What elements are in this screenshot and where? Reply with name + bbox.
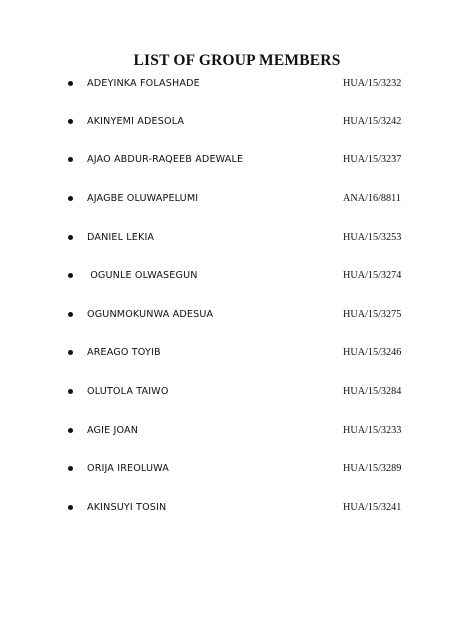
member-id: HUA/15/3246 [343, 347, 402, 358]
list-item [0, 76, 474, 92]
member-id: HUA/15/3232 [343, 78, 402, 89]
list-item [0, 500, 474, 516]
bullet-icon [68, 505, 73, 510]
bullet-icon [68, 273, 73, 278]
member-id: HUA/15/3237 [343, 154, 402, 165]
member-id: HUA/15/3241 [343, 502, 402, 513]
bullet-icon [68, 196, 73, 201]
member-id: HUA/15/3242 [343, 116, 402, 127]
member-name: ADEYINKA FOLASHADE [87, 78, 200, 89]
bullet-icon [68, 428, 73, 433]
list-item [0, 384, 474, 400]
bullet-icon [68, 119, 73, 124]
member-name: OLUTOLA TAIWO [87, 386, 169, 397]
list-item [0, 152, 474, 168]
member-id: HUA/15/3253 [343, 232, 402, 243]
member-name: AREAGO TOYIB [87, 347, 161, 358]
member-name: ORIJA IREOLUWA [87, 463, 169, 474]
member-name: AKINSUYI TOSIN [87, 502, 167, 513]
list-item [0, 268, 474, 284]
bullet-icon [68, 157, 73, 162]
member-id: HUA/15/3275 [343, 309, 402, 320]
member-name: AGIE JOAN [87, 425, 139, 436]
bullet-icon [68, 312, 73, 317]
member-name: OGUNMOKUNWA ADESUA [87, 309, 214, 320]
member-id: HUA/15/3274 [343, 270, 402, 281]
bullet-icon [68, 81, 73, 86]
bullet-icon [68, 350, 73, 355]
list-item [0, 423, 474, 439]
list-item [0, 230, 474, 246]
member-id: ANA/16/8811 [343, 193, 401, 204]
list-item [0, 191, 474, 207]
member-name: DANIEL LEKIA [87, 232, 155, 243]
bullet-icon [68, 466, 73, 471]
bullet-icon [68, 235, 73, 240]
member-id: HUA/15/3284 [343, 386, 402, 397]
list-item [0, 307, 474, 323]
member-name: AJAGBE OLUWAPELUMI [87, 193, 199, 204]
list-item [0, 461, 474, 477]
member-name: OGUNLE OLWASEGUN [87, 270, 198, 281]
bullet-icon [68, 389, 73, 394]
list-item [0, 345, 474, 361]
page-title: LIST OF GROUP MEMBERS [133, 52, 341, 69]
member-id: HUA/15/3289 [343, 463, 402, 474]
member-name: AKINYEMI ADESOLA [87, 116, 185, 127]
member-name: AJAO ABDUR-RAQEEB ADEWALE [87, 154, 244, 165]
list-item [0, 114, 474, 130]
member-id: HUA/15/3233 [343, 425, 402, 436]
